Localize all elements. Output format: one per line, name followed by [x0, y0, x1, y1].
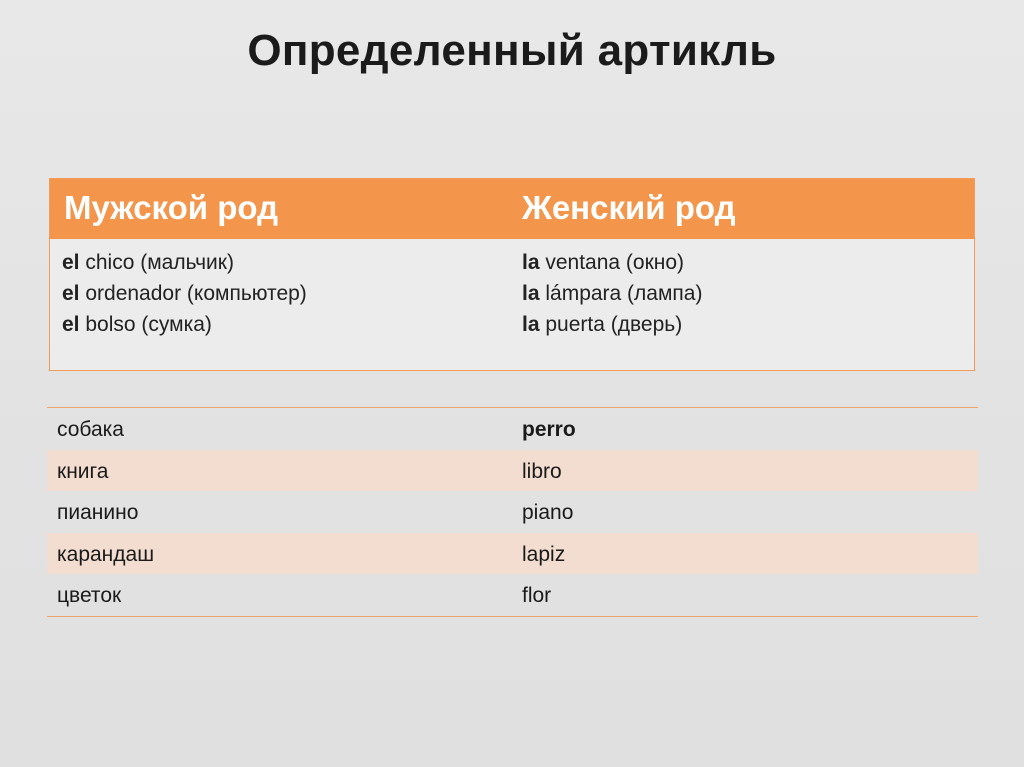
- feminine-item: [522, 278, 702, 309]
- russian-word: пианино: [57, 501, 139, 525]
- word: lámpara (лампа): [539, 282, 703, 305]
- masculine-item: [62, 278, 307, 309]
- table-row: [47, 491, 978, 533]
- vocab-table: [47, 407, 978, 617]
- word: ordenador (компьютер): [79, 282, 307, 305]
- article: el: [62, 251, 80, 274]
- header-masculine: Мужской род: [64, 189, 279, 226]
- header-feminine: Женский род: [522, 189, 736, 226]
- article: la: [522, 313, 540, 336]
- masculine-item: [62, 247, 307, 278]
- word: bolso (сумка): [79, 313, 212, 336]
- table-row: [47, 450, 978, 492]
- russian-word: книга: [57, 459, 109, 483]
- gender-table-header: [50, 179, 974, 239]
- article: la: [522, 282, 540, 305]
- article: el: [62, 313, 80, 336]
- word: ventana (окно): [539, 251, 685, 274]
- russian-word: собака: [57, 418, 124, 441]
- word: puerta (дверь): [539, 313, 683, 336]
- article: la: [522, 251, 540, 274]
- table-row: [47, 574, 978, 616]
- masculine-column: [62, 247, 307, 340]
- table-row: [47, 533, 978, 575]
- masculine-item: [62, 309, 307, 340]
- table-row: [47, 408, 978, 450]
- feminine-item: [522, 309, 702, 340]
- slide-title: Определенный артикль: [247, 26, 777, 75]
- spanish-word: perro: [522, 418, 576, 441]
- russian-word: карандаш: [57, 542, 155, 566]
- russian-word: цветок: [57, 584, 122, 608]
- spanish-word: lapiz: [522, 542, 566, 566]
- feminine-column: [522, 247, 702, 340]
- article: el: [62, 282, 80, 305]
- spanish-word: flor: [522, 584, 552, 608]
- feminine-item: [522, 247, 702, 278]
- spanish-word: libro: [522, 459, 562, 483]
- spanish-word: piano: [522, 501, 574, 525]
- word: chico (мальчик): [79, 251, 234, 274]
- gender-table: [49, 178, 975, 371]
